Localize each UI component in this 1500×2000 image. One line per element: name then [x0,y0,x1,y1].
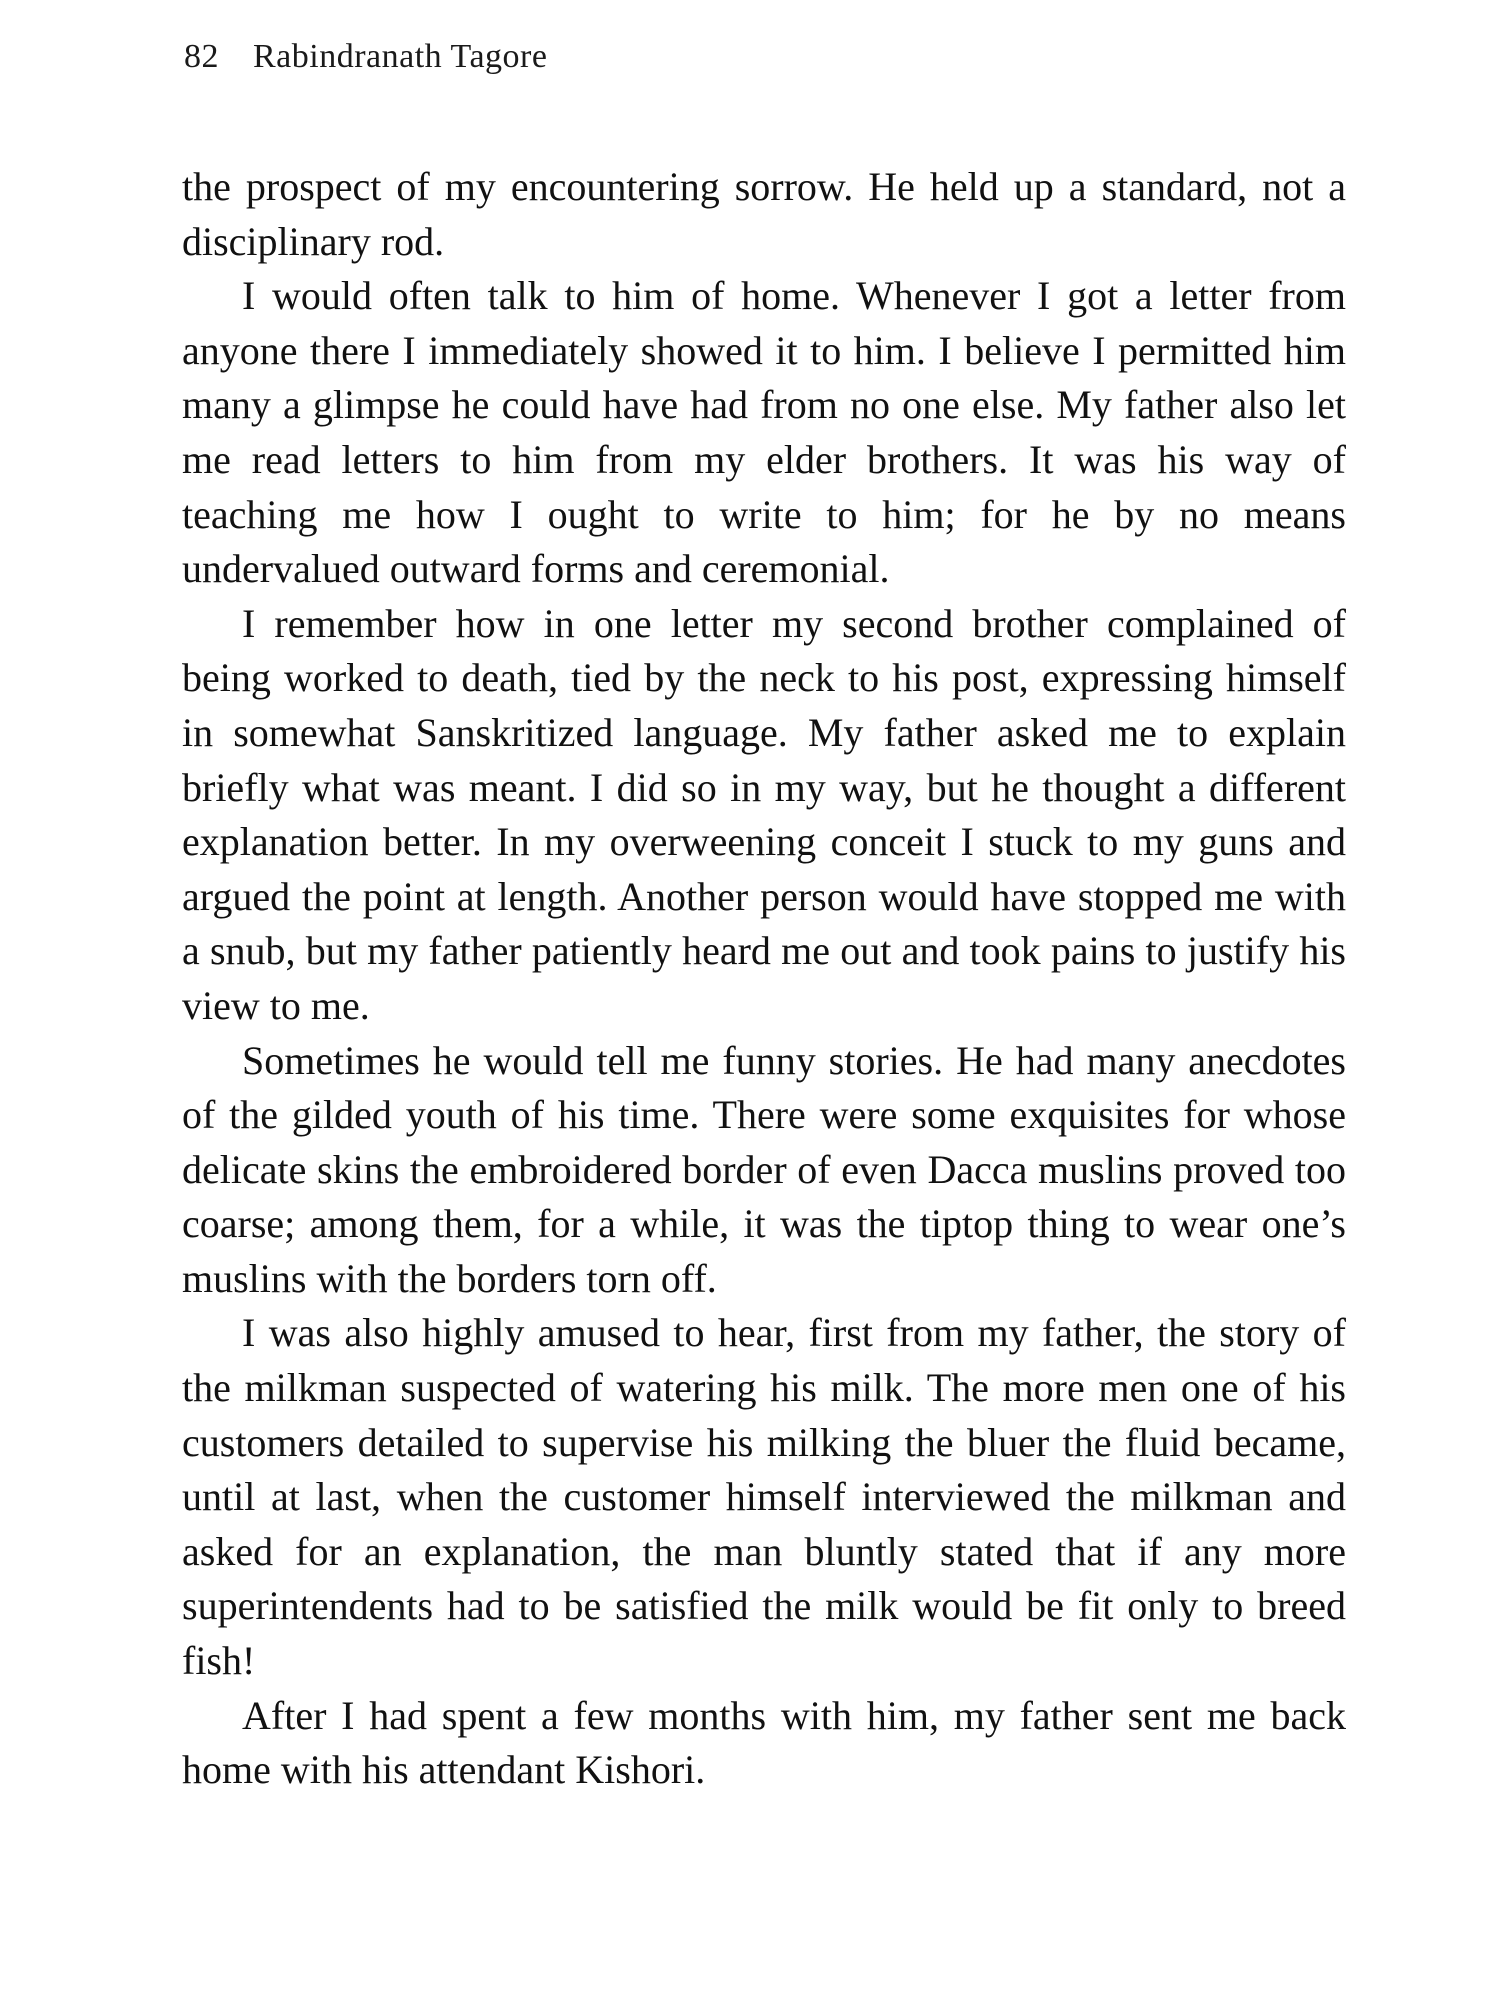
body-text [182,160,1346,1798]
paragraph-return-home: After I had spent a few months with him, my father sent me back home with his attendant Kishori. [182,1692,1346,1793]
running-head [184,38,547,76]
paragraph-milkman-story: I was also highly amused to hear, first from my father, the story of the milkman suspected of watering his milk. The more men one of his customers detailed to supervise his milking the bluer the fluid became, until at last, when the customer himself interviewed the milkman and asked for an explanation, the man bluntly stated that if any more superintendents had to be satisfied the milk would be fit only to breed fish! [182,1310,1346,1684]
running-title: Rabindranath Tagore [253,38,548,75]
paragraph-second-brother-letter: I remember how in one letter my second brother complained of being worked to death, tied by the neck to his post, expressing himself in somewhat Sanskritized language. My father asked me to explain briefly what was meant. I did so in my way, but he thought a different explanation better. In my overweening conceit I stuck to my guns and argued the point at length. Another person would have stopped me with a snub, but my father patiently heard me out and took pains to justify his view to me. [182,600,1346,1028]
paragraph-letters-from-home: I would often talk to him of home. Whenever I got a letter from anyone there I immediately showed it to him. I believe I permitted him many a glimpse he could have had from no one else. My father also let me read letters to him from my elder brothers. It was his way of teaching me how I ought to write to him; for he by no means undervalued outward forms and ceremonial. [182,273,1346,592]
paragraph-funny-stories: Sometimes he would tell me funny stories. He had many anecdotes of the gilded youth of his time. There were some exquisites for whose delicate skins the embroidered border of even Dacca muslins proved too coarse; among them, for a while, it was the tiptop thing to wear one’s muslins with the borders torn off. [182,1037,1346,1301]
paragraph-continued: the prospect of my encountering sorrow. He held up a standard, not a disciplinary rod. [182,164,1346,264]
page-number: 82 [184,38,219,75]
